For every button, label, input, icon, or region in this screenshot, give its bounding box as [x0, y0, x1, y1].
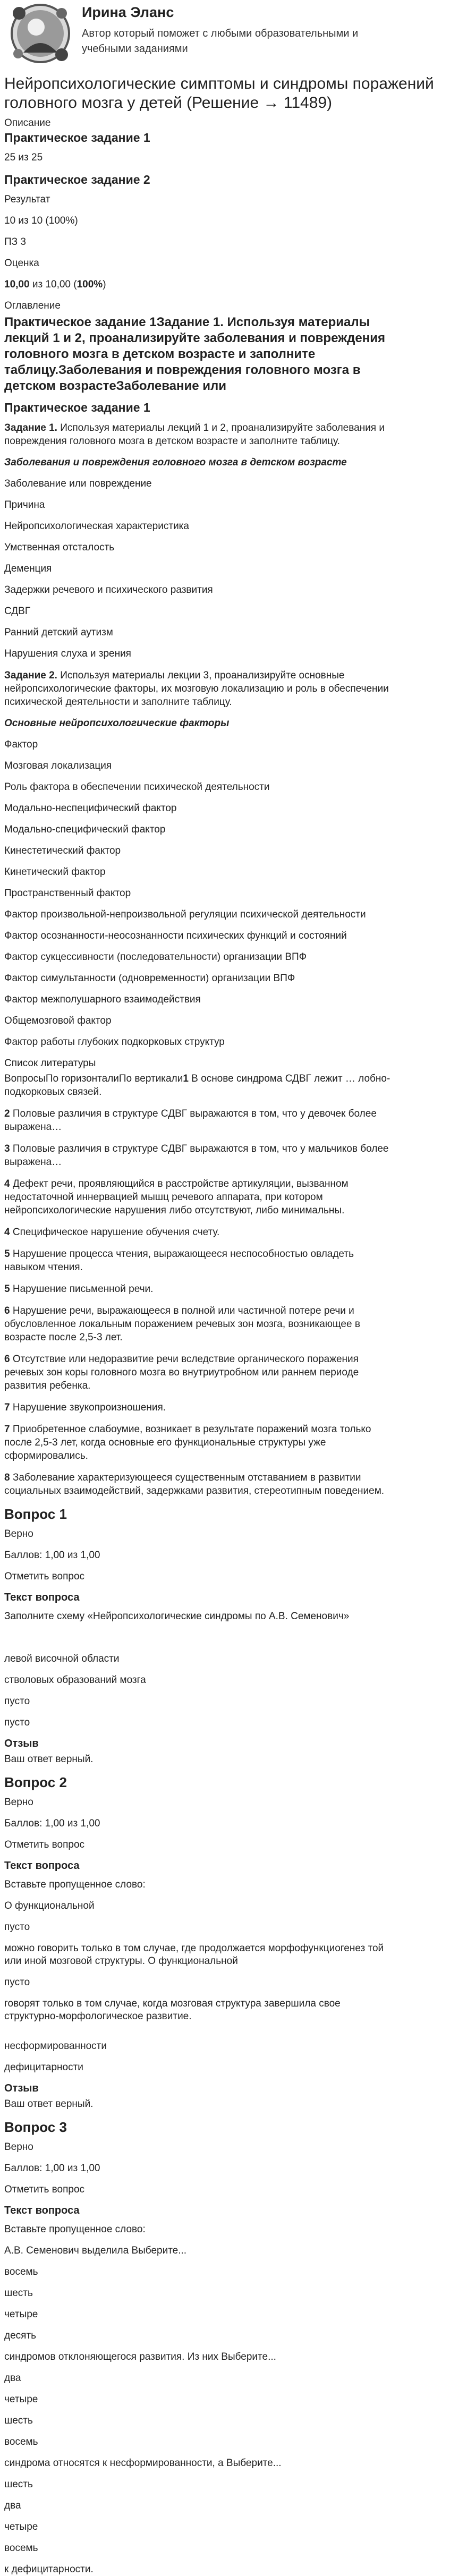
- author-info: [82, 0, 358, 57]
- table-row: Нарушения слуха и зрения: [4, 648, 131, 659]
- table-row: СДВГ: [4, 606, 31, 617]
- grade-value: [4, 278, 446, 291]
- author-avatar: [9, 2, 72, 65]
- crossword-text: развития ребенка.: [4, 1380, 91, 1391]
- toc-line[interactable]: головного мозга в детском возрасте и заполните: [4, 347, 316, 361]
- crossword-num: 5: [4, 1283, 10, 1295]
- crossword-item: [4, 1282, 446, 1296]
- question2-blank[interactable]: пусто: [4, 1922, 30, 1933]
- toc-line[interactable]: Практическое задание 1Задание 1. Используя материалы: [4, 315, 370, 329]
- question2-blank[interactable]: пусто: [4, 1977, 30, 1988]
- crossword-text: Нарушение звукопроизношения.: [10, 1402, 166, 1413]
- task2-label: Задание 2.: [4, 670, 57, 681]
- crossword-text: Приобретенное слабоумие, возникает в результате поражений мозга только: [10, 1424, 371, 1435]
- title-line2: головного мозга у детей (Решение → 11489): [4, 94, 333, 112]
- crossword-item: [4, 1304, 446, 1344]
- author-description: [82, 26, 358, 57]
- table-row: Умственная отсталость: [4, 542, 115, 553]
- toc-line[interactable]: лекций 1 и 2, проанализируйте заболевания и повреждения: [4, 331, 385, 345]
- question1-scheme-gap: [4, 1631, 446, 1653]
- crossword-text: нейропсихологические нарушения либо отсутствуют, либо минимальны.: [4, 1205, 345, 1216]
- task1-text-line1: Используя материалы лекций 1 и 2, проанализируйте заболевания и: [57, 422, 385, 433]
- task1-table-title: Заболевания и повреждения головного мозга в детском возрасте: [4, 457, 347, 468]
- task1-text-line2: повреждения головного мозга в детском возрасте и заполните таблицу.: [4, 436, 340, 447]
- crossword-text: социальных взаимодействий, задержками развития, стереотипным поведением.: [4, 1485, 385, 1497]
- table-row: Фактор сукцессивности (последовательности) организации ВПФ: [4, 951, 307, 963]
- question3-option[interactable]: четыре: [4, 2309, 38, 2320]
- question3-option[interactable]: шесть: [4, 2288, 33, 2299]
- crossword-num: 5: [4, 1248, 10, 1260]
- crossword-text: выражена…: [4, 1157, 62, 1168]
- question2-score: Баллов: 1,00 из 1,00: [4, 1818, 100, 1829]
- crossword-text: речевых зон коры головного мозга во внутриутробном или раннем периоде: [4, 1367, 359, 1378]
- crossword-num: 4: [4, 1178, 10, 1189]
- question3-option[interactable]: шесть: [4, 2415, 33, 2426]
- crossword-text: В основе синдрома СДВГ лежит … лобно-: [188, 1073, 390, 1084]
- table-row: Деменция: [4, 563, 52, 574]
- task2-heading: Практическое задание 2: [4, 173, 150, 186]
- task1-text: [4, 421, 446, 448]
- title-line1: Нейропсихологические симптомы и синдромы поражений: [4, 75, 434, 92]
- question1-heading: Вопрос 1: [4, 1506, 67, 1522]
- question1-flag-link[interactable]: Отметить вопрос: [4, 1571, 85, 1582]
- crossword-num: 7: [4, 1402, 10, 1413]
- question2-line: [4, 1942, 446, 1968]
- question3-option[interactable]: синдромов отклоняющегося развития. Из них Выберите...: [4, 2351, 276, 2362]
- task2-text-line1: Используя материалы лекции 3, проанализируйте основные: [57, 670, 345, 681]
- crossword-item: [4, 1353, 446, 1392]
- task2-table: [4, 738, 446, 1049]
- crossword-item: [4, 1247, 446, 1274]
- question2-text: или иной мозговой структуры. О функциональной: [4, 1956, 238, 1967]
- crossword-num: 3: [4, 1143, 10, 1154]
- question2-line: [4, 1997, 446, 2023]
- crossword-num: 8: [4, 1472, 10, 1483]
- question3-text-heading: Текст вопроса: [4, 2205, 80, 2216]
- question2-heading: Вопрос 2: [4, 1774, 67, 1790]
- question3-option[interactable]: шесть: [4, 2479, 33, 2490]
- task2-text-line3: психической деятельности и заполните таблицу.: [4, 696, 232, 708]
- question1-option[interactable]: пусто: [4, 1696, 30, 1707]
- pz3-label: ПЗ 3: [4, 236, 26, 248]
- grade-label: Оценка: [4, 258, 39, 269]
- table-row: Роль фактора в обеспечении психической деятельности: [4, 781, 270, 793]
- crossword-item: [4, 1226, 446, 1239]
- crossword-text: недостаточной иннервацией мышц речевого аппарата, при котором: [4, 1192, 323, 1203]
- crossword-text: обусловленное локальным поражением речевых зон мозга, возникающее в: [4, 1319, 360, 1330]
- question2-status: Верно: [4, 1797, 33, 1808]
- crossword-text: Отсутствие или недоразвитие речи вследствие органического поражения: [10, 1354, 359, 1365]
- grade-bold: 10,00: [4, 279, 30, 290]
- crossword-text: возрасте после 2,5-3 лет.: [4, 1332, 123, 1343]
- question3-line: Вставьте пропущенное слово:: [4, 2224, 146, 2235]
- question1-text: Заполните схему «Нейропсихологические синдромы по А.В. Семенович»: [4, 1611, 350, 1622]
- question3-option[interactable]: восемь: [4, 2436, 38, 2447]
- task2-table-title: Основные нейропсихологические факторы: [4, 718, 230, 729]
- question1-option[interactable]: левой височной области: [4, 1653, 120, 1664]
- table-row: Пространственный фактор: [4, 888, 131, 899]
- task1-score: 25 из 25: [4, 152, 43, 163]
- crossword-item: [4, 1107, 446, 1134]
- crossword-item: [4, 1177, 446, 1217]
- question3-option[interactable]: два: [4, 2373, 21, 2384]
- crossword-text: Половые различия в структуре СДВГ выражаются в том, что у мальчиков более: [10, 1143, 389, 1154]
- crossword-item: [4, 1423, 446, 1463]
- literature-label: Список литературы: [4, 1058, 96, 1069]
- question3-option[interactable]: два: [4, 2500, 21, 2511]
- crossword-text: после 2,5-3 лет, когда основные его функциональные структуры уже: [4, 1437, 326, 1448]
- table-row: Фактор межполушарного взаимодействия: [4, 994, 201, 1005]
- question3-line: к дефицитарности.: [4, 2564, 94, 2575]
- grade-end: ): [103, 279, 106, 290]
- table-row: Фактор симультанности (одновременности) организации ВПФ: [4, 973, 295, 984]
- result-value: 10 из 10 (100%): [4, 215, 78, 226]
- table-row: Фактор осознанности-неосознанности психических функций и состояний: [4, 930, 347, 941]
- task2-text-line2: нейропсихологические факторы, их мозговую локализацию и роль в обеспечении: [4, 683, 389, 694]
- crossword-text: навыком чтения.: [4, 1262, 83, 1273]
- question2-flag-link[interactable]: Отметить вопрос: [4, 1839, 85, 1850]
- question2-text: можно говорить только в том случае, где продолжается морфофункциогенез той: [4, 1943, 384, 1954]
- table-row: Кинестетический фактор: [4, 845, 121, 856]
- crossword-text: Дефект речи, проявляющийся в расстройстве артикуляции, вызванном: [10, 1178, 349, 1189]
- pz1-heading: Практическое задание 1: [4, 401, 150, 414]
- question1-option[interactable]: пусто: [4, 1717, 30, 1728]
- table-row: Модально-специфический фактор: [4, 824, 166, 835]
- task1-heading: Практическое задание 1: [4, 131, 150, 144]
- crossword-item: [4, 1072, 446, 1099]
- grade-mid: из 10,00 (: [29, 279, 77, 290]
- table-row: Общемозговой фактор: [4, 1015, 112, 1026]
- questions: [4, 1506, 446, 2576]
- crossword-num: 7: [4, 1424, 10, 1435]
- question3-lines: [4, 2223, 446, 2576]
- description-label: Описание: [4, 117, 51, 129]
- toc-line[interactable]: детском возрастеЗаболевание или: [4, 379, 227, 393]
- crossword-text: Заболевание характеризующееся существенным отставанием в развитии: [10, 1472, 361, 1483]
- crossword-item: [4, 1401, 446, 1414]
- crossword-text: Нарушение процесса чтения, выражающееся неспособностью овладеть: [10, 1248, 354, 1260]
- document-title: [4, 74, 446, 113]
- question2-text: говорят только в том случае, когда мозговая структура завершила свое: [4, 1998, 341, 2009]
- crossword-num: 6: [4, 1305, 10, 1316]
- crossword-text: Нарушение письменной речи.: [10, 1283, 154, 1295]
- question3-option[interactable]: восемь: [4, 2266, 38, 2277]
- question3-flag-link[interactable]: Отметить вопрос: [4, 2184, 85, 2195]
- question2-option[interactable]: дефицитарности: [4, 2062, 83, 2073]
- question3-option[interactable]: синдрома относятся к несформированности, а Выберите...: [4, 2458, 282, 2469]
- author-header: [4, 0, 446, 66]
- crossword-item: [4, 1142, 446, 1169]
- toc-line[interactable]: таблицу.Заболевания и повреждения головного мозга в: [4, 363, 361, 377]
- table-row: Заболевание или повреждение: [4, 478, 152, 489]
- question1-option[interactable]: стволовых образований мозга: [4, 1674, 146, 1686]
- question3-option[interactable]: четыре: [4, 2394, 38, 2405]
- table-row: Кинетический фактор: [4, 866, 106, 878]
- question3-option[interactable]: А.В. Семенович выделила Выберите...: [4, 2245, 187, 2256]
- question3-status: Верно: [4, 2141, 33, 2153]
- question2-text-heading: Текст вопроса: [4, 1860, 80, 1872]
- crossword-text: сформировались.: [4, 1450, 88, 1461]
- question2-answer-label: Отзыв: [4, 2082, 39, 2094]
- question2-line: Вставьте пропущенное слово:: [4, 1879, 146, 1890]
- question1-answer-label: Отзыв: [4, 1738, 39, 1749]
- grade-percent: 100%: [77, 279, 103, 290]
- question1-text-heading: Текст вопроса: [4, 1592, 80, 1603]
- table-of-contents[interactable]: [4, 314, 446, 394]
- crossword-header: ВопросыПо горизонталиПо вертикали: [4, 1073, 183, 1084]
- question3-option[interactable]: четыре: [4, 2521, 38, 2532]
- table-row: Ранний детский аутизм: [4, 627, 113, 638]
- table-row: Фактор произвольной-непроизвольной регуляции психической деятельности: [4, 909, 366, 920]
- table-row: Задержки речевого и психического развития: [4, 584, 213, 596]
- table-row: Причина: [4, 499, 45, 511]
- crossword-item: [4, 1471, 446, 1498]
- question2-option[interactable]: несформированности: [4, 2041, 107, 2052]
- question2-gap: [4, 2031, 446, 2040]
- crossword-text: Нарушение речи, выражающееся в полной или частичной потере речи и: [10, 1305, 354, 1316]
- table-row: Фактор работы глубоких подкорковых структур: [4, 1036, 225, 1048]
- crossword-list: [4, 1107, 446, 1498]
- question2-answer: Ваш ответ верный.: [4, 2098, 94, 2110]
- task1-table: [4, 478, 446, 660]
- question1-status: Верно: [4, 1528, 33, 1540]
- crossword-text: подкорковых связей.: [4, 1086, 102, 1098]
- table-row: Мозговая локализация: [4, 760, 112, 771]
- question3-heading: Вопрос 3: [4, 2119, 67, 2135]
- question1-answer: Ваш ответ верный.: [4, 1754, 94, 1765]
- crossword-text: выражена…: [4, 1121, 62, 1133]
- table-row: Модально-неспецифический фактор: [4, 803, 177, 814]
- author-description-line2: учебными заданиями: [82, 43, 188, 55]
- question2-line: О функциональной: [4, 1900, 95, 1911]
- question1-score: Баллов: 1,00 из 1,00: [4, 1550, 100, 1561]
- toc-label: Оглавление: [4, 300, 61, 311]
- crossword-text: Половые различия в структуре СДВГ выражаются в том, что у девочек более: [10, 1108, 377, 1119]
- crossword-num: 1: [183, 1073, 189, 1084]
- question2-text: структурно-морфологическое развитие.: [4, 2011, 192, 2022]
- crossword-text: Специфическое нарушение обучения счету.: [10, 1227, 220, 1238]
- table-row: Нейропсихологическая характеристика: [4, 521, 189, 532]
- question3-option[interactable]: десять: [4, 2330, 37, 2341]
- question3-option[interactable]: восемь: [4, 2543, 38, 2554]
- table-row: Фактор: [4, 739, 38, 750]
- crossword-num: 6: [4, 1354, 10, 1365]
- author-name: Ирина Эланс: [82, 4, 174, 20]
- task2-text: [4, 669, 446, 709]
- result-label: Результат: [4, 194, 50, 205]
- crossword-num: 4: [4, 1227, 10, 1238]
- crossword-num: 2: [4, 1108, 10, 1119]
- author-description-line1: Автор который поможет с любыми образовательными и: [82, 28, 359, 39]
- task1-label: Задание 1.: [4, 422, 57, 433]
- question3-score: Баллов: 1,00 из 1,00: [4, 2163, 100, 2174]
